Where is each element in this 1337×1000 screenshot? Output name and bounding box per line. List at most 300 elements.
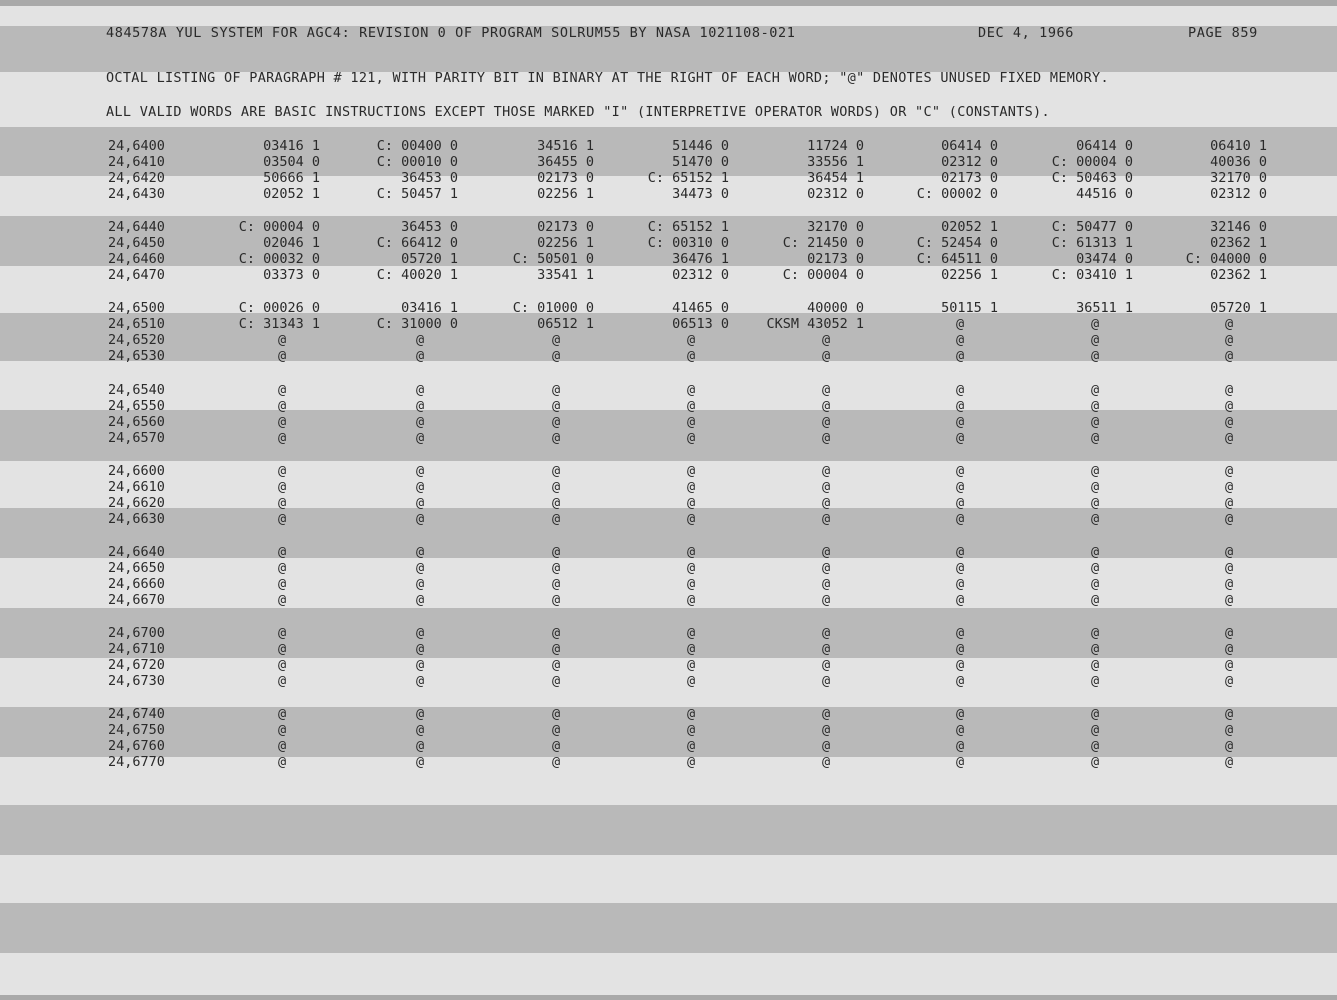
unused-memory-marker: @ (416, 382, 425, 398)
row-address: 24,6750 (108, 722, 165, 738)
row-address: 24,6520 (108, 332, 165, 348)
program-title-line: 484578A YUL SYSTEM FOR AGC4: REVISION 0 OF PROGRAM SOLRUM55 BY NASA 1021108-021 (106, 25, 796, 41)
page-number: PAGE 859 (1188, 25, 1258, 41)
octal-listing-caption: OCTAL LISTING OF PARAGRAPH # 121, WITH PARITY BIT IN BINARY AT THE RIGHT OF EACH WORD; "@" DENOTES UNUSED FIXED MEMORY. (106, 70, 1109, 86)
unused-memory-marker: @ (687, 738, 696, 754)
unused-memory-marker: @ (278, 332, 287, 348)
unused-memory-marker: @ (1091, 348, 1100, 364)
octal-word: 03416 1 (401, 300, 458, 316)
unused-memory-marker: @ (1091, 560, 1100, 576)
octal-word: 36453 0 (401, 170, 458, 186)
row-address: 24,6610 (108, 479, 165, 495)
octal-word: 36454 1 (807, 170, 864, 186)
listing-row (0, 592, 1337, 608)
unused-memory-marker: @ (552, 592, 561, 608)
unused-memory-marker: @ (687, 754, 696, 770)
row-address: 24,6640 (108, 544, 165, 560)
unused-memory-marker: @ (1091, 382, 1100, 398)
unused-memory-marker: @ (687, 706, 696, 722)
unused-memory-marker: @ (552, 706, 561, 722)
row-address: 24,6660 (108, 576, 165, 592)
octal-word: 06410 1 (1210, 138, 1267, 154)
row-address: 24,6720 (108, 657, 165, 673)
unused-memory-marker: @ (1225, 592, 1234, 608)
unused-memory-marker: @ (1225, 479, 1234, 495)
unused-memory-marker: @ (278, 592, 287, 608)
unused-memory-marker: @ (1091, 316, 1100, 332)
unused-memory-marker: @ (278, 738, 287, 754)
unused-memory-marker: @ (552, 544, 561, 560)
unused-memory-marker: @ (416, 560, 425, 576)
unused-memory-marker: @ (1091, 332, 1100, 348)
row-address: 24,6740 (108, 706, 165, 722)
unused-memory-marker: @ (822, 544, 831, 560)
unused-memory-marker: @ (1225, 738, 1234, 754)
unused-memory-marker: @ (416, 430, 425, 446)
unused-memory-marker: @ (552, 625, 561, 641)
unused-memory-marker: @ (1091, 463, 1100, 479)
unused-memory-marker: @ (1091, 414, 1100, 430)
octal-word: C: 61313 1 (1051, 235, 1133, 251)
unused-memory-marker: @ (416, 592, 425, 608)
octal-word: 06414 0 (941, 138, 998, 154)
octal-word: 06414 0 (1076, 138, 1133, 154)
unused-memory-marker: @ (1225, 706, 1234, 722)
octal-word: 36453 0 (401, 219, 458, 235)
unused-memory-marker: @ (552, 495, 561, 511)
octal-word: 02312 0 (1210, 186, 1267, 202)
octal-word: 06512 1 (537, 316, 594, 332)
listing-row (0, 186, 1337, 202)
listing-row (0, 641, 1337, 657)
unused-memory-marker: @ (552, 657, 561, 673)
unused-memory-marker: @ (1225, 657, 1234, 673)
row-address: 24,6510 (108, 316, 165, 332)
octal-word: 03474 0 (1076, 251, 1133, 267)
octal-word: 51446 0 (672, 138, 729, 154)
octal-word: 02362 1 (1210, 235, 1267, 251)
unused-memory-marker: @ (552, 430, 561, 446)
octal-word: C: 00002 0 (916, 186, 998, 202)
octal-word: 36455 0 (537, 154, 594, 170)
unused-memory-marker: @ (552, 641, 561, 657)
listing-row (0, 398, 1337, 414)
unused-memory-marker: @ (687, 560, 696, 576)
unused-memory-marker: @ (1225, 511, 1234, 527)
unused-memory-marker: @ (687, 382, 696, 398)
unused-memory-marker: @ (956, 414, 965, 430)
row-address: 24,6620 (108, 495, 165, 511)
unused-memory-marker: @ (278, 382, 287, 398)
unused-memory-marker: @ (1091, 706, 1100, 722)
unused-memory-marker: @ (687, 414, 696, 430)
unused-memory-marker: @ (1225, 430, 1234, 446)
unused-memory-marker: @ (552, 463, 561, 479)
unused-memory-marker: @ (822, 382, 831, 398)
unused-memory-marker: @ (1225, 560, 1234, 576)
unused-memory-marker: @ (1225, 495, 1234, 511)
listing-row (0, 673, 1337, 689)
unused-memory-marker: @ (416, 544, 425, 560)
unused-memory-marker: @ (1091, 641, 1100, 657)
octal-word: 05720 1 (1210, 300, 1267, 316)
unused-memory-marker: @ (416, 641, 425, 657)
unused-memory-marker: @ (1091, 511, 1100, 527)
octal-word: 02052 1 (941, 219, 998, 235)
unused-memory-marker: @ (1091, 430, 1100, 446)
row-address: 24,6630 (108, 511, 165, 527)
listing-row (0, 738, 1337, 754)
unused-memory-marker: @ (416, 495, 425, 511)
octal-word: 03416 1 (263, 138, 320, 154)
octal-word: C: 65152 1 (647, 219, 729, 235)
row-address: 24,6550 (108, 398, 165, 414)
listing-row (0, 154, 1337, 170)
unused-memory-marker: @ (416, 398, 425, 414)
unused-memory-marker: @ (822, 754, 831, 770)
listing-row (0, 219, 1337, 235)
unused-memory-marker: @ (956, 641, 965, 657)
octal-word: CKSM 43052 1 (766, 316, 864, 332)
octal-word: 44516 0 (1076, 186, 1133, 202)
unused-memory-marker: @ (822, 592, 831, 608)
paper-band (0, 995, 1337, 1000)
listing-row (0, 479, 1337, 495)
row-address: 24,6710 (108, 641, 165, 657)
octal-word: C: 52454 0 (916, 235, 998, 251)
unused-memory-marker: @ (822, 625, 831, 641)
octal-word: 03504 0 (263, 154, 320, 170)
row-address: 24,6570 (108, 430, 165, 446)
unused-memory-marker: @ (956, 754, 965, 770)
row-address: 24,6400 (108, 138, 165, 154)
unused-memory-marker: @ (1091, 738, 1100, 754)
unused-memory-marker: @ (822, 560, 831, 576)
unused-memory-marker: @ (687, 430, 696, 446)
unused-memory-marker: @ (552, 576, 561, 592)
unused-memory-marker: @ (687, 657, 696, 673)
unused-memory-marker: @ (1091, 754, 1100, 770)
octal-word: 33541 1 (537, 267, 594, 283)
unused-memory-marker: @ (278, 576, 287, 592)
octal-word: 02312 0 (807, 186, 864, 202)
unused-memory-marker: @ (956, 738, 965, 754)
unused-memory-marker: @ (278, 641, 287, 657)
octal-word: C: 31343 1 (238, 316, 320, 332)
octal-word: 34473 0 (672, 186, 729, 202)
unused-memory-marker: @ (552, 414, 561, 430)
row-address: 24,6730 (108, 673, 165, 689)
octal-word: C: 65152 1 (647, 170, 729, 186)
listing-row (0, 251, 1337, 267)
listing-row (0, 235, 1337, 251)
unused-memory-marker: @ (278, 479, 287, 495)
unused-memory-marker: @ (687, 332, 696, 348)
row-address: 24,6600 (108, 463, 165, 479)
unused-memory-marker: @ (687, 625, 696, 641)
octal-word: C: 00400 0 (376, 138, 458, 154)
octal-word: 36511 1 (1076, 300, 1133, 316)
unused-memory-marker: @ (278, 414, 287, 430)
listing-row (0, 657, 1337, 673)
octal-word: 02173 0 (807, 251, 864, 267)
octal-word: C: 00032 0 (238, 251, 320, 267)
octal-word: 02256 1 (537, 186, 594, 202)
unused-memory-marker: @ (956, 560, 965, 576)
row-address: 24,6770 (108, 754, 165, 770)
listing-row (0, 348, 1337, 364)
row-address: 24,6700 (108, 625, 165, 641)
octal-word: 40000 0 (807, 300, 864, 316)
row-address: 24,6560 (108, 414, 165, 430)
unused-memory-marker: @ (822, 706, 831, 722)
listing-row (0, 414, 1337, 430)
unused-memory-marker: @ (822, 576, 831, 592)
unused-memory-marker: @ (822, 511, 831, 527)
unused-memory-marker: @ (1225, 625, 1234, 641)
unused-memory-marker: @ (416, 754, 425, 770)
octal-word: 05720 1 (401, 251, 458, 267)
unused-memory-marker: @ (278, 657, 287, 673)
row-address: 24,6470 (108, 267, 165, 283)
octal-word: C: 31000 0 (376, 316, 458, 332)
unused-memory-marker: @ (1225, 673, 1234, 689)
listing-row (0, 316, 1337, 332)
unused-memory-marker: @ (822, 495, 831, 511)
listing-row (0, 706, 1337, 722)
unused-memory-marker: @ (956, 722, 965, 738)
unused-memory-marker: @ (687, 479, 696, 495)
unused-memory-marker: @ (278, 511, 287, 527)
unused-memory-marker: @ (822, 332, 831, 348)
unused-memory-marker: @ (956, 576, 965, 592)
octal-word: 50666 1 (263, 170, 320, 186)
octal-word: C: 40020 1 (376, 267, 458, 283)
unused-memory-marker: @ (687, 576, 696, 592)
listing-date: DEC 4, 1966 (978, 25, 1075, 41)
listing-row (0, 511, 1337, 527)
listing-row (0, 430, 1337, 446)
row-address: 24,6530 (108, 348, 165, 364)
paper-band (0, 805, 1337, 855)
unused-memory-marker: @ (416, 657, 425, 673)
octal-word: 03373 0 (263, 267, 320, 283)
unused-memory-marker: @ (1091, 576, 1100, 592)
octal-word: C: 04000 0 (1185, 251, 1267, 267)
octal-word: 11724 0 (807, 138, 864, 154)
unused-memory-marker: @ (416, 625, 425, 641)
listing-row (0, 463, 1337, 479)
unused-memory-marker: @ (416, 576, 425, 592)
listing-row (0, 495, 1337, 511)
octal-word: 02173 0 (537, 170, 594, 186)
unused-memory-marker: @ (1225, 544, 1234, 560)
unused-memory-marker: @ (1225, 316, 1234, 332)
unused-memory-marker: @ (552, 511, 561, 527)
unused-memory-marker: @ (278, 430, 287, 446)
listing-row (0, 625, 1337, 641)
unused-memory-marker: @ (956, 316, 965, 332)
unused-memory-marker: @ (687, 673, 696, 689)
unused-memory-marker: @ (822, 479, 831, 495)
listing-row (0, 576, 1337, 592)
octal-word: C: 21450 0 (782, 235, 864, 251)
unused-memory-marker: @ (1091, 722, 1100, 738)
unused-memory-marker: @ (278, 625, 287, 641)
unused-memory-marker: @ (278, 463, 287, 479)
octal-word: C: 00026 0 (238, 300, 320, 316)
octal-word: 02256 1 (941, 267, 998, 283)
unused-memory-marker: @ (1091, 657, 1100, 673)
unused-memory-marker: @ (278, 754, 287, 770)
octal-word: C: 00004 0 (1051, 154, 1133, 170)
paper-band (0, 903, 1337, 953)
listing-row (0, 544, 1337, 560)
listing-row (0, 138, 1337, 154)
unused-memory-marker: @ (687, 398, 696, 414)
unused-memory-marker: @ (416, 706, 425, 722)
unused-memory-marker: @ (416, 511, 425, 527)
octal-word: C: 01000 0 (512, 300, 594, 316)
octal-word: 32170 0 (807, 219, 864, 235)
unused-memory-marker: @ (822, 430, 831, 446)
unused-memory-marker: @ (956, 332, 965, 348)
unused-memory-marker: @ (956, 398, 965, 414)
paper-band (0, 0, 1337, 6)
unused-memory-marker: @ (416, 463, 425, 479)
octal-word: C: 50463 0 (1051, 170, 1133, 186)
unused-memory-marker: @ (956, 657, 965, 673)
unused-memory-marker: @ (956, 348, 965, 364)
unused-memory-marker: @ (1225, 348, 1234, 364)
unused-memory-marker: @ (552, 754, 561, 770)
octal-word: 02312 0 (941, 154, 998, 170)
unused-memory-marker: @ (1091, 673, 1100, 689)
unused-memory-marker: @ (416, 479, 425, 495)
row-address: 24,6410 (108, 154, 165, 170)
row-address: 24,6540 (108, 382, 165, 398)
unused-memory-marker: @ (552, 398, 561, 414)
octal-word: C: 00004 0 (238, 219, 320, 235)
octal-word: 06513 0 (672, 316, 729, 332)
unused-memory-marker: @ (1225, 576, 1234, 592)
octal-word: 50115 1 (941, 300, 998, 316)
unused-memory-marker: @ (278, 673, 287, 689)
unused-memory-marker: @ (687, 495, 696, 511)
listing-row (0, 722, 1337, 738)
unused-memory-marker: @ (278, 722, 287, 738)
octal-word: C: 66412 0 (376, 235, 458, 251)
row-address: 24,6670 (108, 592, 165, 608)
unused-memory-marker: @ (416, 738, 425, 754)
unused-memory-marker: @ (956, 511, 965, 527)
octal-word: C: 64511 0 (916, 251, 998, 267)
unused-memory-marker: @ (416, 348, 425, 364)
listing-row (0, 300, 1337, 316)
listing-row (0, 267, 1337, 283)
row-address: 24,6500 (108, 300, 165, 316)
row-address: 24,6650 (108, 560, 165, 576)
unused-memory-marker: @ (1091, 495, 1100, 511)
octal-word: 51470 0 (672, 154, 729, 170)
row-address: 24,6430 (108, 186, 165, 202)
unused-memory-marker: @ (687, 641, 696, 657)
unused-memory-marker: @ (278, 544, 287, 560)
unused-memory-marker: @ (822, 348, 831, 364)
unused-memory-marker: @ (552, 738, 561, 754)
octal-word: 34516 1 (537, 138, 594, 154)
row-address: 24,6460 (108, 251, 165, 267)
unused-memory-marker: @ (1091, 544, 1100, 560)
unused-memory-marker: @ (416, 722, 425, 738)
unused-memory-marker: @ (956, 430, 965, 446)
octal-word: 40036 0 (1210, 154, 1267, 170)
row-address: 24,6760 (108, 738, 165, 754)
unused-memory-marker: @ (552, 479, 561, 495)
listing-row (0, 332, 1337, 348)
unused-memory-marker: @ (687, 463, 696, 479)
unused-memory-marker: @ (1225, 641, 1234, 657)
unused-memory-marker: @ (552, 722, 561, 738)
unused-memory-marker: @ (552, 382, 561, 398)
octal-word: C: 50477 0 (1051, 219, 1133, 235)
row-address: 24,6440 (108, 219, 165, 235)
unused-memory-marker: @ (278, 398, 287, 414)
unused-memory-marker: @ (956, 706, 965, 722)
octal-word: 02173 0 (941, 170, 998, 186)
unused-memory-marker: @ (956, 463, 965, 479)
octal-word: C: 00310 0 (647, 235, 729, 251)
unused-memory-marker: @ (822, 414, 831, 430)
unused-memory-marker: @ (1225, 722, 1234, 738)
octal-word: 32170 0 (1210, 170, 1267, 186)
row-address: 24,6450 (108, 235, 165, 251)
unused-memory-marker: @ (1225, 332, 1234, 348)
octal-word: 36476 1 (672, 251, 729, 267)
unused-memory-marker: @ (1225, 754, 1234, 770)
unused-memory-marker: @ (1225, 382, 1234, 398)
unused-memory-marker: @ (278, 495, 287, 511)
unused-memory-marker: @ (822, 463, 831, 479)
unused-memory-marker: @ (687, 348, 696, 364)
unused-memory-marker: @ (1091, 398, 1100, 414)
listing-row (0, 170, 1337, 186)
unused-memory-marker: @ (687, 544, 696, 560)
unused-memory-marker: @ (687, 592, 696, 608)
unused-memory-marker: @ (687, 511, 696, 527)
octal-word: 02052 1 (263, 186, 320, 202)
unused-memory-marker: @ (1225, 398, 1234, 414)
octal-word: 32146 0 (1210, 219, 1267, 235)
octal-word: 02256 1 (537, 235, 594, 251)
unused-memory-marker: @ (956, 592, 965, 608)
row-address: 24,6420 (108, 170, 165, 186)
listing-row (0, 754, 1337, 770)
unused-memory-marker: @ (552, 348, 561, 364)
unused-memory-marker: @ (1091, 625, 1100, 641)
octal-word: C: 50501 0 (512, 251, 594, 267)
unused-memory-marker: @ (822, 673, 831, 689)
octal-word: 02312 0 (672, 267, 729, 283)
unused-memory-marker: @ (278, 706, 287, 722)
listing-row (0, 560, 1337, 576)
unused-memory-marker: @ (1225, 414, 1234, 430)
unused-memory-marker: @ (1225, 463, 1234, 479)
unused-memory-marker: @ (956, 495, 965, 511)
unused-memory-marker: @ (822, 657, 831, 673)
octal-word: 33556 1 (807, 154, 864, 170)
unused-memory-marker: @ (956, 382, 965, 398)
